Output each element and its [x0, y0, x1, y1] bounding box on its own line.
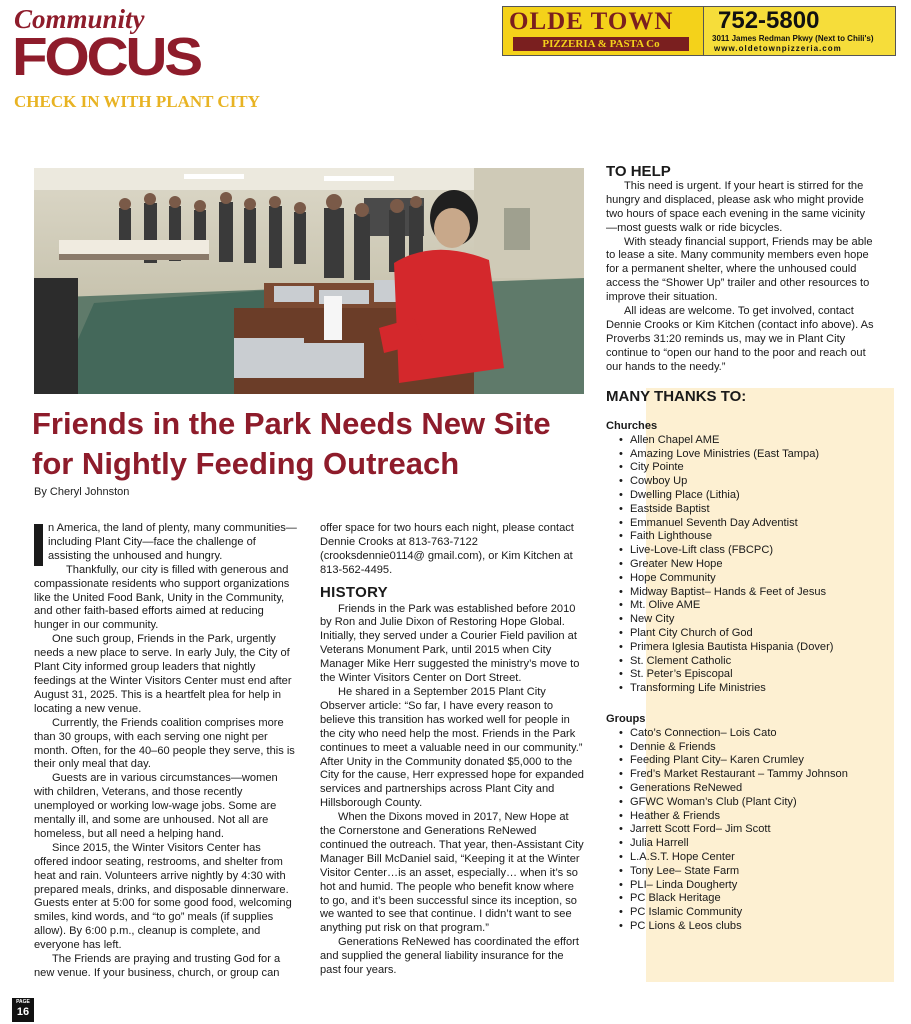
paragraph: One such group, Friends in the Park, urgently needs a new place to serve. In early July, the City of Plant City informed group leaders that nightly feedings at the Winter Visitors Center must end after August 31, 2025. This is a heartfelt plea for help in locating a new venue.: [34, 633, 292, 715]
paragraph: offer space for two hours each night, please contact Dennie Crooks at 813-763-7122 (crooksdennie0114@ gmail.com), or Kim Kitchen at 813-562-4495.: [320, 522, 574, 576]
to-help-heading: TO HELP: [606, 163, 671, 180]
ad-phone: 752-5800: [718, 7, 820, 34]
list-item: • PC Lions & Leos clubs: [630, 920, 848, 934]
pizzeria-ad: [502, 6, 896, 56]
churches-items: [606, 434, 833, 696]
list-item: • PLI– Linda Dougherty: [630, 879, 848, 893]
list-item: • Generations ReNewed: [630, 782, 848, 796]
paragraph: This need is urgent. If your heart is stirred for the hungry and displaced, please ask who might provide two hours of space each evening in the same vicinity—most guests walk or ride bicycles.: [606, 179, 865, 234]
list-item: • Jarrett Scott Ford– Jim Scott: [630, 823, 848, 837]
list-item: • Cato’s Connection– Lois Cato: [630, 727, 848, 741]
paragraph: Guests are in various circumstances—women with children, Veterans, and those recently unemployed or working low-wage jobs. Some are mentally ill, and some are unhoused. Not all are homeless, but all need a helping hand.: [34, 772, 278, 840]
paragraph: He shared in a September 2015 Plant City Observer article: “So far, I have every reason to believe this transition has worked well for people in the city who need help the most. Friends in the Park continues to meet a valuable need in our community.” After Unity in the Community donated $5,000 to the City for the cause, Herr expressed hope for expanded services and partnerships across Plant City and Hillsborough County.: [320, 685, 584, 810]
list-item: • Heather & Friends: [630, 810, 848, 824]
paragraph: Currently, the Friends coalition comprises more than 30 groups, with each serving one night per month. Often, for the 40–60 people they serve, this is their only meal that day.: [34, 716, 295, 771]
article-column-1: [34, 522, 298, 981]
list-item: • Fred’s Market Restaurant – Tammy Johnson: [630, 768, 848, 782]
list-item: • Dennie & Friends: [630, 741, 848, 755]
list-item: • Dwelling Place (Lithia): [630, 489, 833, 503]
byline: By Cheryl Johnston: [34, 486, 130, 498]
ad-tagline: PIZZERIA & PASTA Co: [513, 37, 689, 51]
list-item: • New City: [630, 613, 833, 627]
article-photo: [34, 168, 584, 394]
list-item: • L.A.S.T. Hope Center: [630, 851, 848, 865]
paragraph: Since 2015, the Winter Visitors Center has offered indoor seating, restrooms, and shelter from heat and rain. Volunteers arrive nightly by 4:30 with prepared meals, drinks, and disposable dinnerware. Guests enter at 5:00 for some good food, welcoming smiles, kind words, and “to go” meals (if supplies allow). By 6:00 p.m., cleanup is complete, and everyone has left.: [34, 841, 292, 952]
list-item: • Hope Community: [630, 572, 833, 586]
list-item: • Midway Baptist– Hands & Feet of Jesus: [630, 586, 833, 600]
pizzeria-logo: [503, 7, 704, 55]
list-item: • Live-Love-Lift class (FBCPC): [630, 544, 833, 558]
list-item: • Amazing Love Ministries (East Tampa): [630, 448, 833, 462]
paragraph: Friends in the Park was established before 2010 by Ron and Julie Dixon of Restoring Hope Global. Initially, they served under a Courier Field pavilion at Veterans Monument Park, until 2015 when City Manager Mike Herr suggested the ministry’s move to the Winter Visitors Center on Dort Street.: [320, 602, 580, 685]
list-item: • City Pointe: [630, 461, 833, 475]
section-title-community: Community: [14, 4, 145, 34]
groups-list: [606, 713, 848, 934]
list-item: • Plant City Church of God: [630, 627, 833, 641]
paragraph: With steady financial support, Friends may be able to lease a site. Many community members even hope for a permanent shelter, where the unhoused could access the “Shower Up” trailer and other resources to improve their situation.: [606, 235, 873, 304]
list-item: • Eastside Baptist: [630, 503, 833, 517]
paragraph: All ideas are welcome. To get involved, contact Dennie Crooks or Kim Kitchen (contact info above). As Proverbs 31:20 reminds us, may we in Plant City continue to “open our hand to the poor and reach out our hands to the needy.”: [606, 305, 874, 373]
ad-address: 3011 James Redman Pkwy (Next to Chili's): [712, 34, 874, 43]
history-heading: HISTORY: [320, 583, 388, 601]
groups-items: [606, 727, 848, 934]
list-item: • St. Peter’s Episcopal: [630, 668, 833, 682]
section-title-focus: FOCUS: [12, 27, 200, 87]
article-headline: Friends in the Park Needs New Site for Nightly Feeding Outreach: [32, 406, 551, 481]
page-label: PAGE: [16, 999, 30, 1005]
list-item: • PC Islamic Community: [630, 906, 848, 920]
list-item: • Allen Chapel AME: [630, 434, 833, 448]
ad-name: OLDE TOWN: [509, 8, 674, 35]
list-item: • Cowboy Up: [630, 475, 833, 489]
article-column-3: [606, 165, 874, 375]
section-subtitle: CHECK IN WITH PLANT CITY: [14, 92, 260, 111]
list-item: • St. Clement Catholic: [630, 655, 833, 669]
thanks-title: MANY THANKS TO:: [606, 388, 747, 405]
list-item: • Mt. Olive AME: [630, 599, 833, 613]
list-item: • Greater New Hope: [630, 558, 833, 572]
ad-url: www.oldetownpizzeria.com: [714, 44, 842, 53]
paragraph: Thankfully, our city is filled with generous and compassionate residents who support organizations like the United Food Bank, Unity in the Community, and other faith-based efforts aimed at reducing hunger in our community.: [34, 563, 290, 632]
groups-label: Groups: [606, 713, 646, 725]
paragraph: When the Dixons moved in 2017, New Hope at the Cornerstone and Generations ReNewed continued the outreach. That year, then-Assistant City Manager Bill McDaniel said, “Keeping it at the Winter Visitor Center…is an asset, especially… when it’s so hot and humid. The people who benefit know where to go, and it’s been successful since its inception, so we wanted to see that continue. I didn’t want to see anything put risk on that program.”: [320, 811, 584, 935]
list-item: • PC Black Heritage: [630, 892, 848, 906]
list-item: • Feeding Plant City– Karen Crumley: [630, 754, 848, 768]
list-item: • Julia Harrell: [630, 837, 848, 851]
list-item: • Transforming Life Ministries: [630, 682, 833, 696]
list-item: • Emmanuel Seventh Day Adventist: [630, 517, 833, 531]
paragraph: Generations ReNewed has coordinated the effort and supplied the general liability insurance for the past four years.: [320, 936, 579, 977]
list-item: • GFWC Woman’s Club (Plant City): [630, 796, 848, 810]
churches-label: Churches: [606, 420, 658, 432]
churches-list: [606, 420, 833, 696]
list-item: • Primera Iglesia Bautista Hispania (Dover): [630, 641, 833, 655]
page-number: 16: [16, 1006, 30, 1018]
article-column-2: [320, 522, 584, 978]
ad-contact: [704, 7, 895, 55]
list-item: • Faith Lighthouse: [630, 530, 833, 544]
page-number-badge: [12, 998, 34, 1022]
drop-cap: [34, 524, 43, 566]
paragraph: n America, the land of plenty, many communities—including Plant City—face the challenge of assisting the unhoused and hungry.: [48, 522, 297, 562]
paragraph: The Friends are praying and trusting God for a new venue. If your business, church, or group can: [34, 953, 281, 979]
list-item: • Tony Lee– State Farm: [630, 865, 848, 879]
